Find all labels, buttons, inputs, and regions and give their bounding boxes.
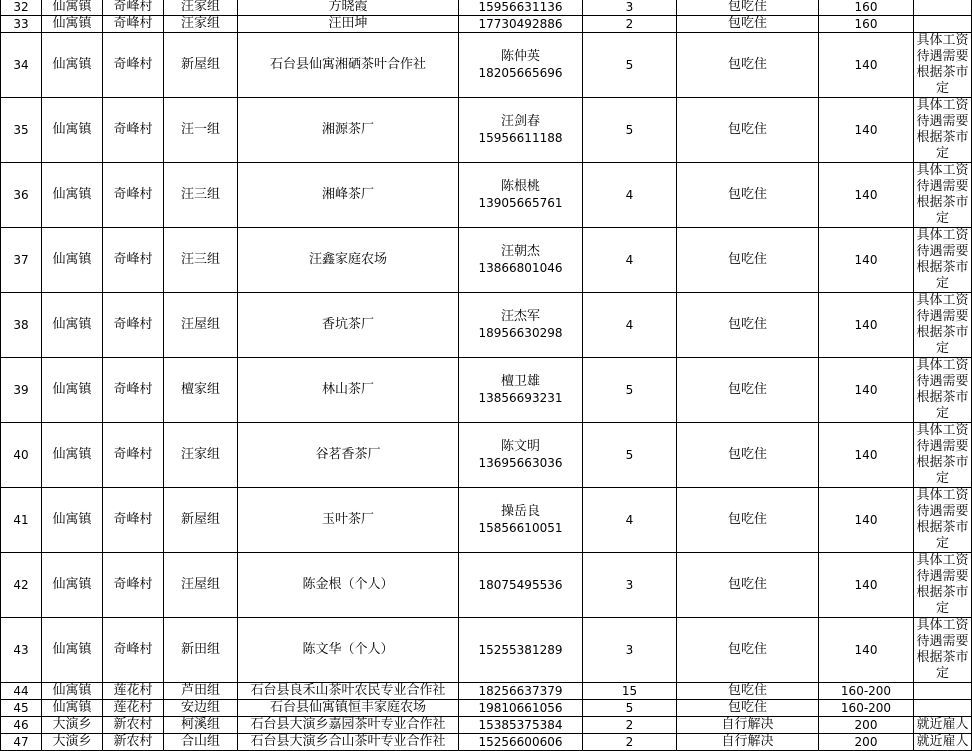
headcount-cell: 2 xyxy=(583,734,677,751)
row-number-cell: 34 xyxy=(1,33,42,98)
table-row xyxy=(1,16,972,33)
town-cell: 仙寓镇 xyxy=(42,423,103,488)
daily-wage-cell: 160-200 xyxy=(819,683,914,700)
town-cell: 仙寓镇 xyxy=(42,0,103,16)
employer-cell: 汪田坤 xyxy=(238,16,459,33)
employer-cell: 林山茶厂 xyxy=(238,358,459,423)
group-cell: 新屋组 xyxy=(164,488,238,553)
employer-cell: 石台县仙寓镇恒丰家庭农场 xyxy=(238,700,459,717)
daily-wage-cell: 140 xyxy=(819,228,914,293)
daily-wage-cell: 140 xyxy=(819,358,914,423)
phone-cell: 15256600606 xyxy=(459,734,583,751)
table-row xyxy=(1,423,972,488)
row-number-cell: 35 xyxy=(1,98,42,163)
employer-cell: 香坑茶厂 xyxy=(238,293,459,358)
board-lodging-cell: 包吃住 xyxy=(677,358,819,423)
employer-cell: 陈金根（个人） xyxy=(238,553,459,618)
remark-cell: 具体工资待遇需要根据茶市定 xyxy=(914,618,972,683)
table-row xyxy=(1,33,972,98)
table-row xyxy=(1,734,972,751)
phone-cell xyxy=(459,163,583,228)
village-cell: 奇峰村 xyxy=(103,423,164,488)
headcount-cell: 5 xyxy=(583,700,677,717)
headcount-cell: 4 xyxy=(583,293,677,358)
contact-phone: 13695663036 xyxy=(478,456,563,470)
row-number-cell: 43 xyxy=(1,618,42,683)
daily-wage-cell: 140 xyxy=(819,618,914,683)
board-lodging-cell: 包吃住 xyxy=(677,618,819,683)
group-cell: 汪屋组 xyxy=(164,293,238,358)
headcount-cell: 3 xyxy=(583,0,677,16)
village-cell: 新农村 xyxy=(103,717,164,734)
town-cell: 仙寓镇 xyxy=(42,16,103,33)
contact-name: 汪杰军 xyxy=(500,309,540,324)
row-number-cell: 38 xyxy=(1,293,42,358)
phone-cell: 18075495536 xyxy=(459,553,583,618)
table-row xyxy=(1,618,972,683)
phone-cell xyxy=(459,98,583,163)
group-cell: 新屋组 xyxy=(164,33,238,98)
board-lodging-cell: 包吃住 xyxy=(677,423,819,488)
remark-cell: 具体工资待遇需要根据茶市定 xyxy=(914,293,972,358)
board-lodging-cell: 自行解决 xyxy=(677,717,819,734)
group-cell: 汪一组 xyxy=(164,98,238,163)
contact-name: 陈文明 xyxy=(500,439,540,454)
daily-wage-cell: 140 xyxy=(819,163,914,228)
group-cell: 汪三组 xyxy=(164,228,238,293)
headcount-cell: 4 xyxy=(583,228,677,293)
employer-cell: 石台县大演乡嘉园茶叶专业合作社 xyxy=(238,717,459,734)
town-cell: 大演乡 xyxy=(42,734,103,751)
remark-cell: 具体工资待遇需要根据茶市定 xyxy=(914,488,972,553)
contact-name: 汪朝杰 xyxy=(500,244,540,259)
contact-phone: 18956630298 xyxy=(478,326,563,340)
row-number-cell: 32 xyxy=(1,0,42,16)
headcount-cell: 5 xyxy=(583,358,677,423)
employer-cell: 石台县大演乡合山茶叶专业合作社 xyxy=(238,734,459,751)
contact-phone: 13856693231 xyxy=(478,391,563,405)
village-cell: 奇峰村 xyxy=(103,228,164,293)
remark-cell: 具体工资待遇需要根据茶市定 xyxy=(914,98,972,163)
remark-cell: 具体工资待遇需要根据茶市定 xyxy=(914,163,972,228)
table-row xyxy=(1,683,972,700)
village-cell: 奇峰村 xyxy=(103,553,164,618)
phone-cell xyxy=(459,293,583,358)
employer-cell: 玉叶茶厂 xyxy=(238,488,459,553)
table-row xyxy=(1,553,972,618)
daily-wage-cell: 140 xyxy=(819,33,914,98)
board-lodging-cell: 包吃住 xyxy=(677,228,819,293)
phone-cell: 15385375384 xyxy=(459,717,583,734)
row-number-cell: 40 xyxy=(1,423,42,488)
row-number-cell: 47 xyxy=(1,734,42,751)
phone-cell xyxy=(459,423,583,488)
table-row xyxy=(1,163,972,228)
employer-cell: 陈文华（个人） xyxy=(238,618,459,683)
remark-cell xyxy=(914,683,972,700)
contact-name: 陈根桃 xyxy=(500,179,540,194)
table-row xyxy=(1,0,972,16)
daily-wage-cell: 160 xyxy=(819,16,914,33)
board-lodging-cell: 包吃住 xyxy=(677,700,819,717)
phone-cell xyxy=(459,33,583,98)
town-cell: 仙寓镇 xyxy=(42,683,103,700)
employer-cell: 石台县良禾山茶叶农民专业合作社 xyxy=(238,683,459,700)
remark-cell: 就近雇人 xyxy=(914,734,972,751)
headcount-cell: 4 xyxy=(583,163,677,228)
town-cell: 仙寓镇 xyxy=(42,618,103,683)
daily-wage-cell: 140 xyxy=(819,423,914,488)
row-number-cell: 42 xyxy=(1,553,42,618)
headcount-cell: 5 xyxy=(583,98,677,163)
town-cell: 大演乡 xyxy=(42,717,103,734)
remark-cell: 就近雇人 xyxy=(914,717,972,734)
employer-cell: 方晓霞 xyxy=(238,0,459,16)
daily-wage-cell: 160-200 xyxy=(819,700,914,717)
remark-cell xyxy=(914,16,972,33)
headcount-cell: 15 xyxy=(583,683,677,700)
headcount-cell: 4 xyxy=(583,488,677,553)
group-cell: 新田组 xyxy=(164,618,238,683)
contact-name: 檀卫雄 xyxy=(500,374,540,389)
town-cell: 仙寓镇 xyxy=(42,163,103,228)
group-cell: 安边组 xyxy=(164,700,238,717)
group-cell: 汪家组 xyxy=(164,16,238,33)
village-cell: 奇峰村 xyxy=(103,618,164,683)
phone-cell: 15956631136 xyxy=(459,0,583,16)
group-cell: 汪三组 xyxy=(164,163,238,228)
contact-phone: 15956611188 xyxy=(478,131,563,145)
board-lodging-cell: 包吃住 xyxy=(677,163,819,228)
board-lodging-cell: 包吃住 xyxy=(677,33,819,98)
headcount-cell: 3 xyxy=(583,618,677,683)
contact-name: 操岳良 xyxy=(500,504,540,519)
employer-cell: 湘源茶厂 xyxy=(238,98,459,163)
town-cell: 仙寓镇 xyxy=(42,98,103,163)
remark-cell: 具体工资待遇需要根据茶市定 xyxy=(914,228,972,293)
headcount-cell: 5 xyxy=(583,33,677,98)
table-row xyxy=(1,228,972,293)
table-row xyxy=(1,98,972,163)
daily-wage-cell: 140 xyxy=(819,488,914,553)
village-cell: 奇峰村 xyxy=(103,98,164,163)
town-cell: 仙寓镇 xyxy=(42,228,103,293)
headcount-cell: 2 xyxy=(583,717,677,734)
remark-cell xyxy=(914,0,972,16)
daily-wage-cell: 160 xyxy=(819,0,914,16)
village-cell: 莲花村 xyxy=(103,700,164,717)
headcount-cell: 5 xyxy=(583,423,677,488)
row-number-cell: 44 xyxy=(1,683,42,700)
group-cell: 汪家组 xyxy=(164,423,238,488)
employer-cell: 谷茗香茶厂 xyxy=(238,423,459,488)
contact-name: 汪剑春 xyxy=(500,114,540,129)
daily-wage-cell: 200 xyxy=(819,734,914,751)
table-row xyxy=(1,293,972,358)
town-cell: 仙寓镇 xyxy=(42,553,103,618)
group-cell: 柯溪组 xyxy=(164,717,238,734)
row-number-cell: 36 xyxy=(1,163,42,228)
phone-cell: 19810661056 xyxy=(459,700,583,717)
phone-cell: 15255381289 xyxy=(459,618,583,683)
town-cell: 仙寓镇 xyxy=(42,33,103,98)
remark-cell xyxy=(914,700,972,717)
village-cell: 奇峰村 xyxy=(103,293,164,358)
contact-phone: 13866801046 xyxy=(478,261,563,275)
row-number-cell: 41 xyxy=(1,488,42,553)
remark-cell: 具体工资待遇需要根据茶市定 xyxy=(914,358,972,423)
row-number-cell: 33 xyxy=(1,16,42,33)
board-lodging-cell: 包吃住 xyxy=(677,488,819,553)
group-cell: 汪屋组 xyxy=(164,553,238,618)
table-row xyxy=(1,488,972,553)
town-cell: 仙寓镇 xyxy=(42,488,103,553)
remark-cell: 具体工资待遇需要根据茶市定 xyxy=(914,33,972,98)
employer-cell: 湘峰茶厂 xyxy=(238,163,459,228)
daily-wage-cell: 200 xyxy=(819,717,914,734)
village-cell: 奇峰村 xyxy=(103,358,164,423)
board-lodging-cell: 自行解决 xyxy=(677,734,819,751)
group-cell: 檀家组 xyxy=(164,358,238,423)
village-cell: 新农村 xyxy=(103,734,164,751)
row-number-cell: 39 xyxy=(1,358,42,423)
village-cell: 奇峰村 xyxy=(103,163,164,228)
town-cell: 仙寓镇 xyxy=(42,293,103,358)
town-cell: 仙寓镇 xyxy=(42,700,103,717)
board-lodging-cell: 包吃住 xyxy=(677,0,819,16)
phone-cell xyxy=(459,488,583,553)
remark-cell: 具体工资待遇需要根据茶市定 xyxy=(914,553,972,618)
group-cell: 芦田组 xyxy=(164,683,238,700)
board-lodging-cell: 包吃住 xyxy=(677,98,819,163)
village-cell: 莲花村 xyxy=(103,683,164,700)
table-row xyxy=(1,358,972,423)
table-row xyxy=(1,700,972,717)
village-cell: 奇峰村 xyxy=(103,33,164,98)
contact-phone: 13905665761 xyxy=(478,196,563,210)
headcount-cell: 3 xyxy=(583,553,677,618)
village-cell: 奇峰村 xyxy=(103,0,164,16)
contact-phone: 18205665696 xyxy=(478,66,563,80)
contact-phone: 15856610051 xyxy=(478,521,563,535)
board-lodging-cell: 包吃住 xyxy=(677,553,819,618)
daily-wage-cell: 140 xyxy=(819,553,914,618)
village-cell: 奇峰村 xyxy=(103,488,164,553)
board-lodging-cell: 包吃住 xyxy=(677,293,819,358)
daily-wage-cell: 140 xyxy=(819,98,914,163)
phone-cell: 18256637379 xyxy=(459,683,583,700)
daily-wage-cell: 140 xyxy=(819,293,914,358)
group-cell: 汪家组 xyxy=(164,0,238,16)
employer-cell: 汪鑫家庭农场 xyxy=(238,228,459,293)
row-number-cell: 45 xyxy=(1,700,42,717)
village-cell: 奇峰村 xyxy=(103,16,164,33)
contact-name: 陈仲英 xyxy=(500,49,540,64)
table-row xyxy=(1,717,972,734)
row-number-cell: 46 xyxy=(1,717,42,734)
phone-cell: 17730492886 xyxy=(459,16,583,33)
board-lodging-cell: 包吃住 xyxy=(677,683,819,700)
table-body xyxy=(1,0,972,751)
phone-cell xyxy=(459,358,583,423)
town-cell: 仙寓镇 xyxy=(42,358,103,423)
board-lodging-cell: 包吃住 xyxy=(677,16,819,33)
phone-cell xyxy=(459,228,583,293)
remark-cell: 具体工资待遇需要根据茶市定 xyxy=(914,423,972,488)
row-number-cell: 37 xyxy=(1,228,42,293)
group-cell: 合山组 xyxy=(164,734,238,751)
employer-cell: 石台县仙寓湘硒茶叶合作社 xyxy=(238,33,459,98)
headcount-cell: 2 xyxy=(583,16,677,33)
